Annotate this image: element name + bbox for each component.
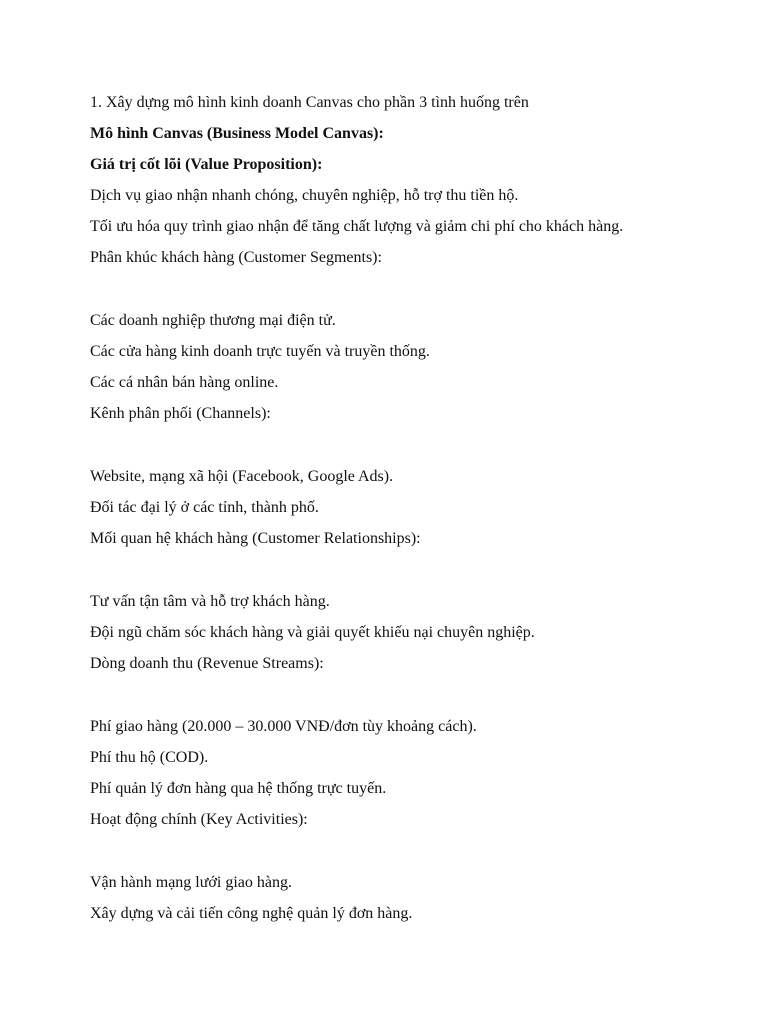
section-title-customer-relationships: Mối quan hệ khách hàng (Customer Relationships): xyxy=(90,530,421,547)
canvas-title: Mô hình Canvas (Business Model Canvas): xyxy=(90,125,384,142)
section-title-channels: Kênh phân phối (Channels): xyxy=(90,405,271,422)
revenue-streams-item: Phí giao hàng (20.000 – 30.000 VNĐ/đơn tùy khoảng cách). xyxy=(90,718,477,735)
value-proposition-item: Dịch vụ giao nhận nhanh chóng, chuyên nghiệp, hỗ trợ thu tiền hộ. xyxy=(90,187,519,204)
key-activities-item: Vận hành mạng lưới giao hàng. xyxy=(90,874,292,891)
channels-item: Website, mạng xã hội (Facebook, Google Ads). xyxy=(90,468,394,485)
channels-item: Đối tác đại lý ở các tỉnh, thành phố. xyxy=(90,499,319,516)
document-body xyxy=(90,87,730,929)
section-title-value-proposition: Giá trị cốt lõi (Value Proposition): xyxy=(90,156,323,173)
section-title-revenue-streams: Dòng doanh thu (Revenue Streams): xyxy=(90,655,324,672)
section-title-key-activities: Hoạt động chính (Key Activities): xyxy=(90,811,308,828)
blank-line xyxy=(90,554,730,586)
value-proposition-item: Tối ưu hóa quy trình giao nhận để tăng chất lượng và giảm chi phí cho khách hàng. xyxy=(90,218,624,235)
customer-relationships-item: Đội ngũ chăm sóc khách hàng và giải quyết khiếu nại chuyên nghiệp. xyxy=(90,624,535,641)
revenue-streams-item: Phí quản lý đơn hàng qua hệ thống trực tuyến. xyxy=(90,780,387,797)
key-activities-item: Xây dựng và cải tiến công nghệ quản lý đơn hàng. xyxy=(90,905,413,922)
customer-segments-item: Các cá nhân bán hàng online. xyxy=(90,374,279,391)
section-title-customer-segments: Phân khúc khách hàng (Customer Segments): xyxy=(90,249,382,266)
revenue-streams-item: Phí thu hộ (COD). xyxy=(90,749,209,766)
blank-line xyxy=(90,835,730,867)
blank-line xyxy=(90,273,730,305)
customer-relationships-item: Tư vấn tận tâm và hỗ trợ khách hàng. xyxy=(90,593,330,610)
blank-line xyxy=(90,679,730,711)
document-heading: 1. Xây dựng mô hình kinh doanh Canvas cho phần 3 tình huống trên xyxy=(90,94,529,111)
blank-line xyxy=(90,429,730,461)
customer-segments-item: Các doanh nghiệp thương mại điện tử. xyxy=(90,312,336,329)
customer-segments-item: Các cửa hàng kinh doanh trực tuyến và truyền thống. xyxy=(90,343,430,360)
